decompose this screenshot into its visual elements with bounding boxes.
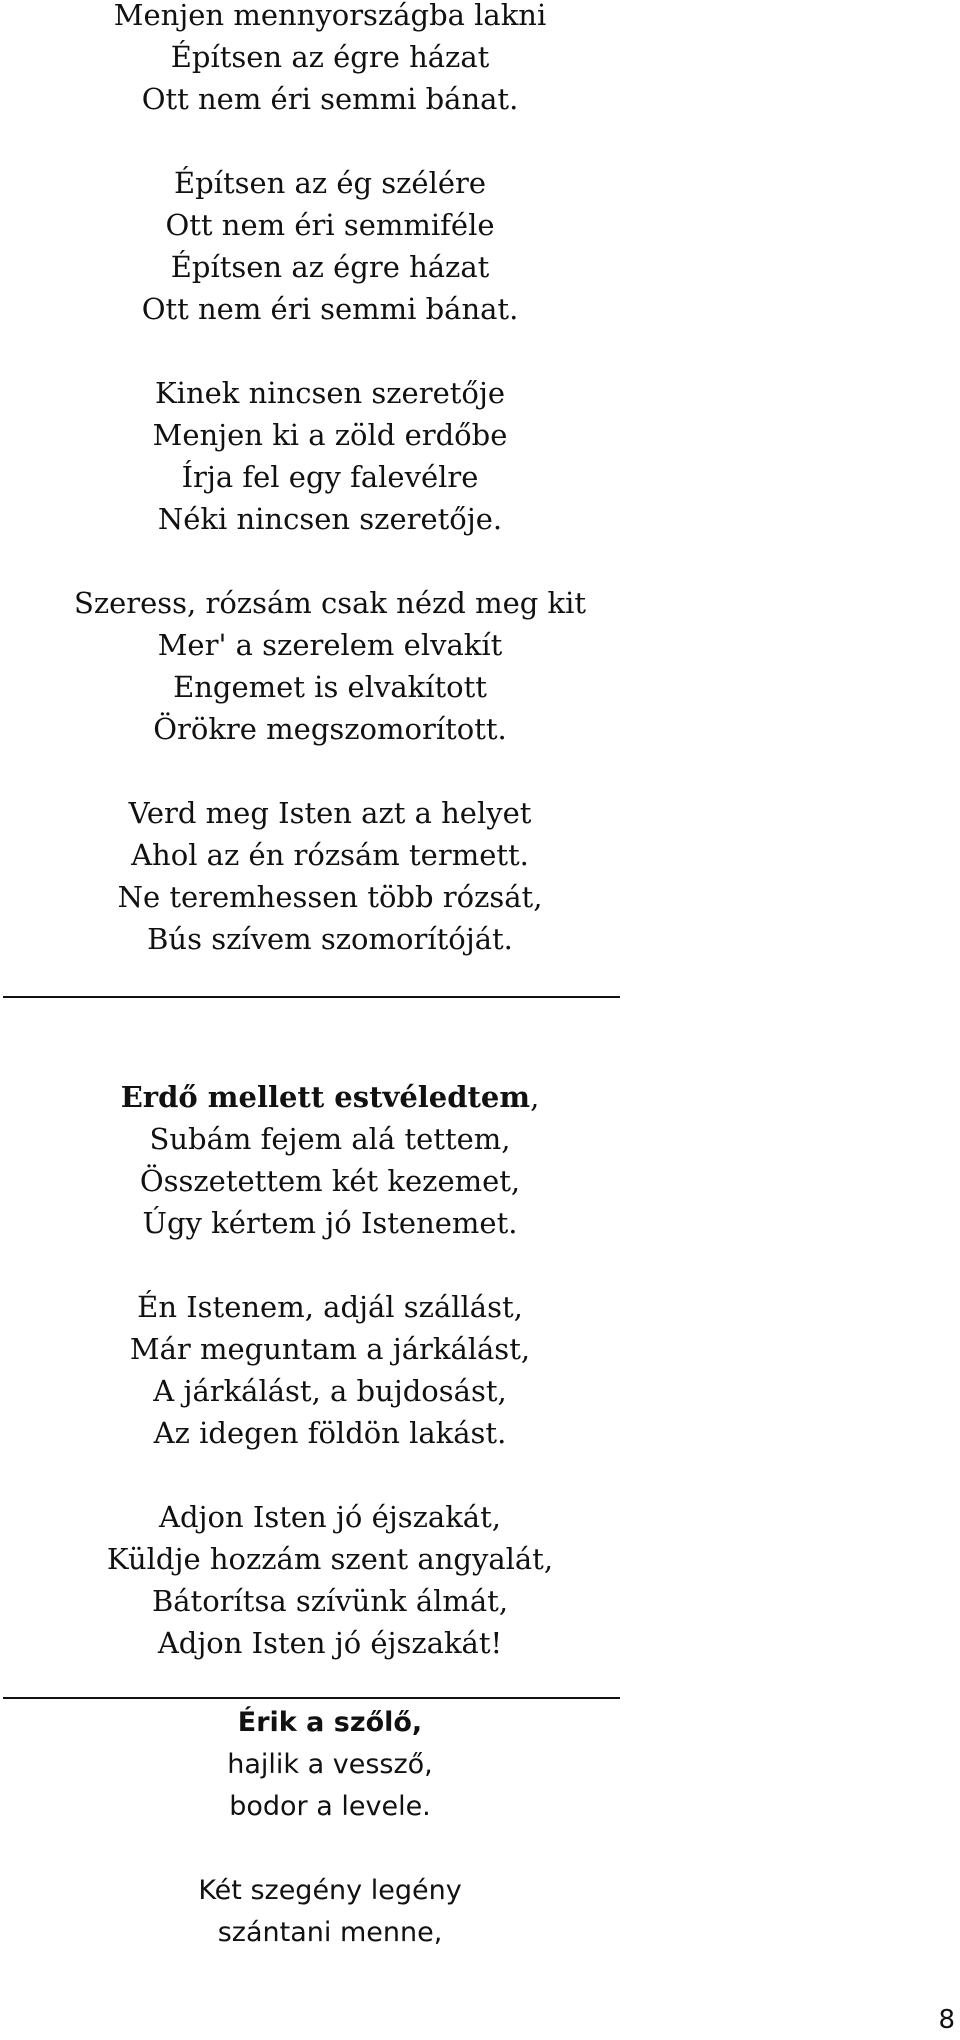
poem-title-line — [0, 1076, 660, 1118]
poem-line: Már meguntam a járkálást, — [129, 1332, 531, 1366]
poem-line: Én Istenem, adjál szállást, — [137, 1290, 523, 1324]
poem-line: A járkálást, a bujdosást, — [153, 1374, 507, 1408]
stanza — [0, 1076, 660, 1244]
stanza — [0, 0, 660, 120]
stanza — [0, 162, 660, 330]
poem-line: Ne teremhessen több rózsát, — [117, 880, 543, 914]
poem-line: Ott nem éri semmiféle — [165, 208, 495, 242]
stanza — [0, 582, 660, 750]
poem-line: Bús szívem szomorítóját. — [147, 922, 513, 956]
poem-line: Adjon Isten jó éjszakát! — [157, 1626, 503, 1660]
poem-line: Két szegény legény — [198, 1875, 462, 1906]
poem-line: Ott nem éri semmi bánat. — [141, 292, 519, 326]
poem-line: Verd meg Isten azt a helyet — [128, 796, 532, 830]
poem-title: Érik a szőlő, — [237, 1707, 423, 1738]
poem-line: Kinek nincsen szeretője — [155, 376, 505, 410]
poem-line: Menjen mennyországba lakni — [113, 0, 547, 32]
poem-line: Ott nem éri semmi bánat. — [141, 82, 519, 116]
poem-title: Erdő mellett estvéledtem — [120, 1080, 531, 1114]
section-divider — [3, 996, 620, 998]
poem-line: Összetettem két kezemet, — [139, 1164, 521, 1198]
poem-line: Az idegen földön lakást. — [153, 1416, 507, 1450]
poem-title-punctuation: , — [530, 1080, 540, 1114]
stanza — [0, 372, 660, 540]
poem-line: Úgy kértem jó Istenemet. — [142, 1206, 518, 1240]
poem-line: Adjon Isten jó éjszakát, — [159, 1500, 501, 1534]
stanza — [0, 1870, 660, 1954]
poem-line: hajlik a vessző, — [227, 1749, 433, 1780]
poem-line: bodor a levele. — [229, 1791, 431, 1822]
page-number: 8 — [938, 2005, 955, 2035]
poem-line: Mer' a szerelem elvakít — [157, 628, 503, 662]
poem-section-1 — [0, 0, 660, 1002]
poem-line: Néki nincsen szeretője. — [157, 502, 503, 536]
poem-line: Menjen ki a zöld erdőbe — [152, 418, 508, 452]
poem-line: Ahol az én rózsám termett. — [131, 838, 529, 872]
poem-line: Örökre megszomorított. — [153, 712, 507, 746]
poem-line: Bátorítsa szívünk álmát, — [151, 1584, 509, 1618]
poem-line: Engemet is elvakított — [173, 670, 487, 704]
poem-line: Építsen az égre házat — [170, 250, 490, 284]
poem-line: Küldje hozzám szent angyalát, — [106, 1542, 554, 1576]
stanza — [0, 1496, 660, 1664]
poem-section-3 — [0, 1702, 660, 1996]
section-divider — [3, 1697, 620, 1699]
poem-line: Szeress, rózsám csak nézd meg kit — [73, 586, 587, 620]
stanza — [0, 792, 660, 960]
poem-line: Subám fejem alá tettem, — [149, 1122, 511, 1156]
poem-line: Írja fel egy falevélre — [181, 460, 479, 494]
poem-line: szántani menne, — [217, 1917, 443, 1948]
poem-section-2 — [0, 1076, 660, 1706]
stanza — [0, 1286, 660, 1454]
stanza — [0, 1702, 660, 1828]
poem-line: Építsen az égre házat — [170, 40, 490, 74]
poem-line: Építsen az ég szélére — [173, 166, 487, 200]
